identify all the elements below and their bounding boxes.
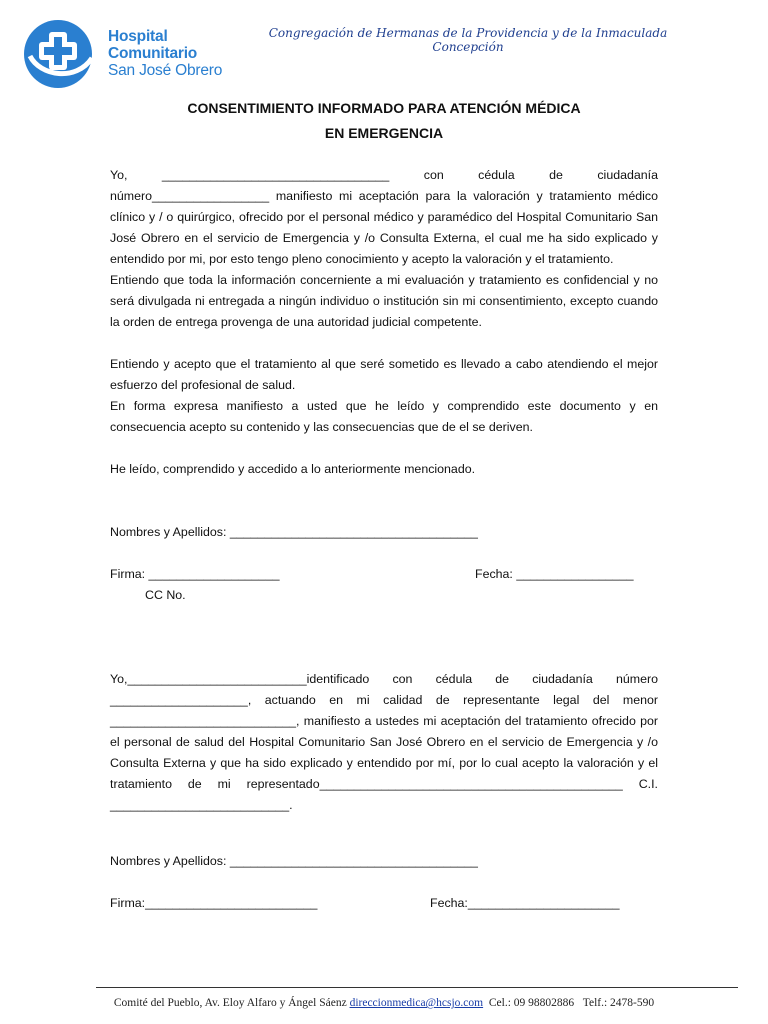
patient-signature-field: Firma: ___________________ [110, 567, 280, 581]
hospital-cross-icon [18, 18, 108, 90]
congregation-header [262, 26, 674, 54]
congregation-line-2: Concepción [432, 40, 504, 54]
logo-text [108, 28, 222, 79]
representative-paragraph: Yo,__________________________identificado con cédula de ciudadanía número ____________________, actuando en mi calidad de representante legal del menor ___________________________, manifiesto a ustedes mi aceptación del tratamiento ofrecido por el personal de salud del Hospital Comunitario San José Obrero en el servicio de Emergencia y /o Consulta Externa y que ha sido explicado y entendido por mí, por lo cual acepto la valoración y el tratamiento de mi representado____________________________________________ C.I. __________________________. [110, 672, 658, 812]
patient-cc-label: CC No. [145, 588, 186, 602]
patient-names-field: Nombres y Apellidos: ____________________________________ [110, 525, 478, 539]
footer-cel: Cel.: 09 98802886 [488, 997, 575, 1009]
title-line-1: CONSENTIMIENTO INFORMADO PARA ATENCIÓN MÉDICA [187, 100, 581, 116]
representative-names-field: Nombres y Apellidos: ____________________________________ [110, 854, 478, 868]
footer-email-link[interactable]: direccionmedica@hcsjo.com [349, 997, 484, 1009]
logo-line-3: San José Obrero [108, 62, 223, 79]
consent-paragraph-1: Yo, _________________________________ con cédula de ciudadanía número_________________ manifiesto mi aceptación para la valoración y tratamiento médico clínico y / o quirúrgico, ofrecido por el personal médico y paramédico del Hospital Comunitario San José Obrero en el servicio de Emergencia y /o Consulta Externa, el cual me ha sido explicado y entendido por mi, por esto tengo pleno conocimiento y acepto la valoración y el tratamiento. [110, 168, 658, 266]
footer-address: Comité del Pueblo, Av. Eloy Alfaro y Ángel Sáenz [113, 997, 347, 1009]
title-line-2: EN EMERGENCIA [324, 125, 444, 141]
representative-signature-field: Firma:_________________________ [110, 896, 318, 910]
logo-line-2: Comunitario [108, 45, 198, 62]
document-title [110, 96, 658, 146]
congregation-line-1: Congregación de Hermanas de la Providencia y de la Inmaculada [268, 26, 668, 40]
page-footer [0, 997, 768, 1009]
consent-paragraph-3: Entiendo y acepto que el tratamiento al que seré sometido es llevado a cabo atendiendo el mejor esfuerzo del profesional de salud. [110, 357, 658, 392]
consent-paragraph-4: En forma expresa manifiesto a usted que he leído y comprendido este documento y en consecuencia acepto su contenido y las consecuencias que de el se deriven. [110, 399, 658, 434]
consent-section-patient [110, 165, 658, 480]
footer-divider [96, 987, 738, 988]
consent-paragraph-5: He leído, comprendido y accedido a lo anteriormente mencionado. [110, 462, 476, 476]
representative-date-field: Fecha:______________________ [430, 896, 620, 910]
footer-tel: Telf.: 2478-590 [582, 997, 655, 1009]
logo-line-1: Hospital [108, 28, 168, 45]
consent-paragraph-2: Entiendo que toda la información concerniente a mi evaluación y tratamiento es confidencial y no será divulgada ni entregada a ningún individuo o institución sin mi consentimiento, excepto cuando la orden de entrega provenga de una autoridad judicial competente. [110, 273, 658, 329]
patient-date-field: Fecha: _________________ [475, 567, 634, 581]
consent-section-representative [110, 669, 658, 816]
